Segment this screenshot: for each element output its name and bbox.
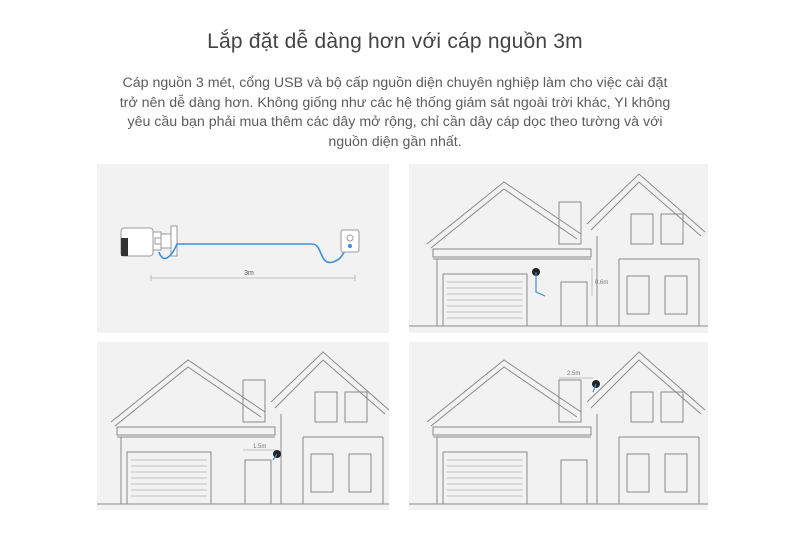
cable-length-label: 3m — [244, 270, 254, 277]
intro-line: trở nên dễ dàng hơn. Không giống như các hệ thống giám sát ngoài trời khác, YI không — [119, 94, 671, 111]
outlet-icon — [341, 230, 359, 252]
distance-label: 2.5m — [567, 371, 581, 377]
cable-illustration — [97, 164, 389, 333]
house-illustration-1 — [409, 164, 708, 333]
intro-line: Cáp nguồn 3 mét, cổng USB và bộ cấp nguồn diện chuyên nghiệp làm cho việc cài đặt — [122, 75, 668, 91]
power-cable — [159, 244, 349, 262]
camera-icon — [121, 226, 177, 256]
intro-line: yêu cầu bạn phải mua thêm các dây mở rộng, chỉ cần dây cáp dọc theo tường và với — [127, 114, 663, 130]
house-illustration-3 — [409, 342, 708, 510]
distance-label: 1.5m — [253, 444, 267, 450]
intro-line: nguồn diện gần nhất. — [328, 133, 462, 150]
intro-text — [80, 74, 710, 152]
height-label: 0.6m — [595, 280, 609, 286]
house-illustration-2 — [97, 342, 389, 510]
page-title: Lắp đặt dễ dàng hơn với cáp nguồn 3m — [207, 30, 583, 53]
